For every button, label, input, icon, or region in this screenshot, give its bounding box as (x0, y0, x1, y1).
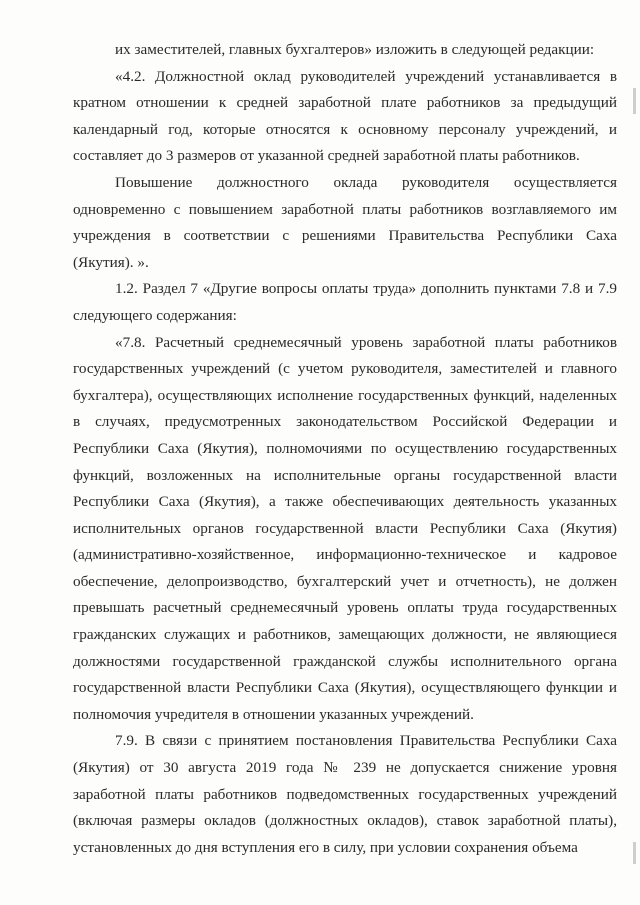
paragraph-salary-increase: Повышение должностного оклада руководителя осуществляется одновременно с повышением заработной платы работников возглавляемого им учреждения в соответствии с решениями Правительства Республики Саха (Якутия). ». (73, 173, 617, 271)
paragraph-1-2: 1.2. Раздел 7 «Другие вопросы оплаты труда» дополнить пунктами 7.8 и 7.9 следующего содержания: (73, 280, 617, 324)
paragraph-7-8: «7.8. Расчетный среднемесячный уровень заработной платы работников государственных учреждений (с учетом руководителя, заместителей и главного бухгалтера), осуществляющих исполнение государственных функций, наделенных в случаях, предусмотренных законодательством Российской Федерации и Республики Саха (Якутия), полномочиями по осуществлению государственных функций, возложенных на исполнительные органы государственной власти Республики Саха (Якутия), а также обеспечивающих деятельность указанных исполнительных органов государственной власти Республики Саха (Якутия) (административно-хозяйственное, информационно-техническое и кадровое обеспечение, делопроизводство, бухгалтерский учет и отчетность), не должен превышать расчетный среднемесячный уровень оплаты труда государственных гражданских служащих и работников, замещающих должности, не являющиеся должностями государственной гражданской службы исполнительного органа государственной власти Республики Саха (Якутия), осуществляющего функции и полномочия учредителя в отношении указанных учреждений. (73, 333, 617, 723)
scan-edge-mark (633, 842, 636, 864)
paragraph-4-2: «4.2. Должностной оклад руководителей учреждений устанавливается в кратном отношении к средней заработной плате работников за предыдущий календарный год, которые относятся к основному персоналу учреждений, и составляет до 3 размеров от указанной средней заработной платы работников. (73, 67, 617, 165)
paragraph-7-9: 7.9. В связи с принятием постановления Правительства Республики Саха (Якутия) от 30 августа 2019 года № 239 не допускается снижение уровня заработной платы работников подведомственных государственных учреждений (включая размеры окладов (должностных окладов), ставок заработной платы), установленных до дня вступления его в силу, при условии сохранения объема (73, 732, 617, 856)
scan-edge-mark (633, 88, 636, 114)
document-body (73, 37, 617, 861)
paragraph-intro: их заместителей, главных бухгалтеров» изложить в следующей редакции: (115, 41, 595, 58)
